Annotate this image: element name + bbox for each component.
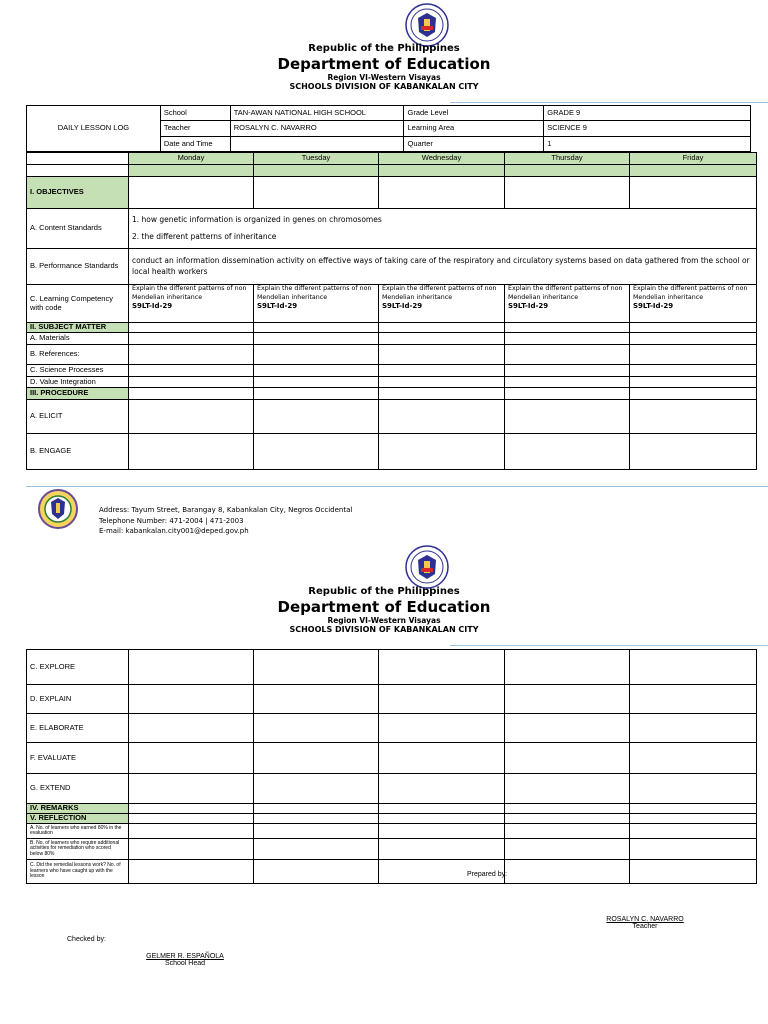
school-value: TAN-AWAN NATIONAL HIGH SCHOOL [230,106,404,121]
header-divider [450,102,768,103]
empty-cell [630,714,757,743]
procedure-heading: III. PROCEDURE [27,388,129,400]
competency-code: S9LT-Id-29 [132,302,173,310]
empty-cell [129,377,254,388]
school-contact [99,505,352,537]
quarter-value: 1 [544,137,751,152]
empty-cell [505,839,630,860]
empty-cell [505,365,630,377]
division-line: SCHOOLS DIVISION OF KABANKALAN CITY [289,625,479,634]
empty-cell [254,743,379,774]
header-divider [450,645,768,646]
content-standard-1: 1. how genetic information is organized in genes on chromosomes [132,215,382,224]
empty-cell [630,345,757,365]
day-header-thursday: Thursday [505,153,630,165]
empty-cell [254,839,379,860]
empty-cell [505,650,630,685]
elaborate-label: E. ELABORATE [27,714,129,743]
competency-text: Explain the different patterns of non Mendelian inheritance [508,285,623,301]
reflection-c-label: C. Did the remedial lessons work? No. of learners who have caught up with the lesson [27,860,129,884]
elicit-label: A. ELICIT [27,400,129,434]
empty-cell [254,860,379,884]
empty-cell [254,400,379,434]
republic-line: Republic of the Philippines [308,586,460,597]
empty-cell [129,650,254,685]
objectives-heading: I. OBJECTIVES [27,177,129,209]
empty-cell [630,177,757,209]
learning-area-value: SCIENCE 9 [544,121,751,137]
empty-cell [630,377,757,388]
competency-text: Explain the different patterns of non Mendelian inheritance [633,285,748,301]
lesson-info-table [26,105,751,152]
empty-cell [505,743,630,774]
subject-matter-heading: II. SUBJECT MATTER [27,323,129,333]
empty-cell [379,345,505,365]
empty-cell [379,434,505,470]
engage-label: B. ENGAGE [27,434,129,470]
reflection-b-label: B. No. of learners who require additional activities for remediation who scored below 80% [27,839,129,860]
empty-cell [630,804,757,814]
empty-cell [630,774,757,804]
empty-cell [254,774,379,804]
performance-standards-text: conduct an information dissemination activity on effective ways of taking care of the respiratory and circulatory systems based on data gathered from the school or local health workers [129,249,757,285]
competency-wednesday [379,285,505,323]
competency-text: Explain the different patterns of non Mendelian inheritance [382,285,497,301]
teacher-value: ROSALYN C. NAVARRO [230,121,404,137]
division-seal-icon [38,489,78,529]
empty-cell [129,388,254,400]
head-signature-name: GELMER R. ESPAÑOLA [146,953,224,960]
region-line: Region VI-Western Visayas [327,616,441,625]
empty-cell [379,400,505,434]
empty-cell [129,365,254,377]
teacher-signature-role: Teacher [632,923,658,930]
telephone-line: Telephone Number: 471-2004 | 471-2003 [99,516,244,525]
grade-level-label: Grade Level [404,106,544,121]
empty-cell [379,804,505,814]
empty-cell [379,323,505,333]
empty-cell [254,714,379,743]
date-time-value [230,137,404,152]
competency-code: S9LT-Id-29 [508,302,549,310]
performance-standards-label: B. Performance Standards [27,249,129,285]
department-title: Department of Education [277,55,491,73]
science-processes-label: C. Science Processes [27,365,129,377]
empty-cell [254,434,379,470]
competency-thursday [505,285,630,323]
learning-competency-label: C. Learning Competency with code [27,285,129,323]
empty-cell [505,333,630,345]
empty-cell [254,365,379,377]
empty-cell [505,345,630,365]
date-time-label: Date and Time [160,137,230,152]
day-header-tuesday: Tuesday [254,153,379,165]
division-line: SCHOOLS DIVISION OF KABANKALAN CITY [289,82,479,91]
empty-cell [379,685,505,714]
lesson-plan-table-page2 [26,649,757,884]
empty-cell [129,839,254,860]
empty-cell [505,434,630,470]
competency-code: S9LT-Id-29 [382,302,423,310]
remarks-heading: IV. REMARKS [27,804,129,814]
grade-level-value: GRADE 9 [544,106,751,121]
competency-text: Explain the different patterns of non Mendelian inheritance [132,285,247,301]
deped-seal-icon [405,545,449,589]
quarter-label: Quarter [404,137,544,152]
head-signature [130,953,240,967]
spacer-cell [630,165,757,177]
empty-cell [129,685,254,714]
competency-monday [129,285,254,323]
empty-cell [129,177,254,209]
spacer-cell [27,165,129,177]
empty-cell [630,650,757,685]
checked-by-label: Checked by: [67,936,106,943]
empty-cell [379,388,505,400]
empty-cell [505,804,630,814]
references-label: B. References: [27,345,129,365]
evaluate-label: F. EVALUATE [27,743,129,774]
day-header-monday: Monday [129,153,254,165]
learning-area-label: Learning Area [404,121,544,137]
empty-cell [630,388,757,400]
empty-cell [505,774,630,804]
empty-cell [505,814,630,824]
empty-cell [505,177,630,209]
daily-lesson-log-title: DAILY LESSON LOG [27,106,161,152]
address-line: Address: Tayum Street, Barangay 8, Kabankalan City, Negros Occidental [99,506,353,514]
head-signature-role: School Head [164,960,206,967]
empty-cell [129,345,254,365]
empty-cell [254,804,379,814]
empty-cell [505,824,630,839]
empty-cell [129,804,254,814]
school-label: School [160,106,230,121]
competency-friday [630,285,757,323]
empty-cell [630,400,757,434]
empty-cell [379,774,505,804]
day-header-blank [27,153,129,165]
content-standards-text [129,209,757,249]
page-divider [26,486,768,487]
extend-label: G. EXTEND [27,774,129,804]
empty-cell [129,323,254,333]
empty-cell [254,824,379,839]
empty-cell [129,774,254,804]
empty-cell [254,333,379,345]
deped-seal-icon [405,3,449,47]
content-standard-2: 2. the different patterns of inheritance [132,231,277,241]
spacer-cell [129,165,254,177]
explain-label: D. EXPLAIN [27,685,129,714]
empty-cell [254,323,379,333]
empty-cell [379,714,505,743]
day-header-wednesday: Wednesday [379,153,505,165]
empty-cell [505,714,630,743]
empty-cell [630,333,757,345]
teacher-signature-name: ROSALYN C. NAVARRO [606,916,684,923]
empty-cell [379,814,505,824]
empty-cell [379,839,505,860]
empty-cell [505,388,630,400]
day-header-friday: Friday [630,153,757,165]
empty-cell [129,824,254,839]
competency-code: S9LT-Id-29 [633,302,674,310]
empty-cell [379,824,505,839]
empty-cell [254,685,379,714]
reflection-heading: V. REFLECTION [27,814,129,824]
department-title: Department of Education [277,598,491,616]
explore-label: C. EXPLORE [27,650,129,685]
content-standards-label: A. Content Standards [27,209,129,249]
empty-cell [505,860,630,884]
empty-cell [129,743,254,774]
spacer-cell [254,165,379,177]
empty-cell [505,377,630,388]
empty-cell [630,434,757,470]
empty-cell [254,814,379,824]
spacer-cell [505,165,630,177]
empty-cell [129,860,254,884]
lesson-plan-table-page1 [26,152,757,470]
reflection-a-label: A. No. of learners who earned 80% in the evaluation [27,824,129,839]
empty-cell [379,365,505,377]
competency-tuesday [254,285,379,323]
empty-cell [630,814,757,824]
empty-cell [254,388,379,400]
empty-cell [254,650,379,685]
empty-cell [630,365,757,377]
empty-cell [129,714,254,743]
empty-cell [630,824,757,839]
empty-cell [630,323,757,333]
empty-cell [630,839,757,860]
empty-cell [379,333,505,345]
teacher-signature [585,916,705,930]
empty-cell [379,743,505,774]
competency-text: Explain the different patterns of non Mendelian inheritance [257,285,372,301]
empty-cell [129,434,254,470]
republic-line: Republic of the Philippines [308,43,460,54]
empty-cell [254,377,379,388]
empty-cell [505,323,630,333]
empty-cell [630,743,757,774]
empty-cell [379,650,505,685]
empty-cell [129,333,254,345]
materials-label: A. Materials [27,333,129,345]
email-line: E-mail: kabankalan.city001@deped.gov.ph [99,527,249,535]
prepared-by-label: Prepared by: [467,871,508,878]
value-integration-label: D. Value Integration [27,377,129,388]
empty-cell [630,685,757,714]
empty-cell [254,345,379,365]
empty-cell [379,377,505,388]
empty-cell [129,400,254,434]
empty-cell [254,177,379,209]
teacher-label: Teacher [160,121,230,137]
empty-cell [505,400,630,434]
empty-cell [505,685,630,714]
region-line: Region VI-Western Visayas [327,73,441,82]
spacer-cell [379,165,505,177]
empty-cell [630,860,757,884]
empty-cell [129,814,254,824]
empty-cell [379,177,505,209]
competency-code: S9LT-Id-29 [257,302,298,310]
